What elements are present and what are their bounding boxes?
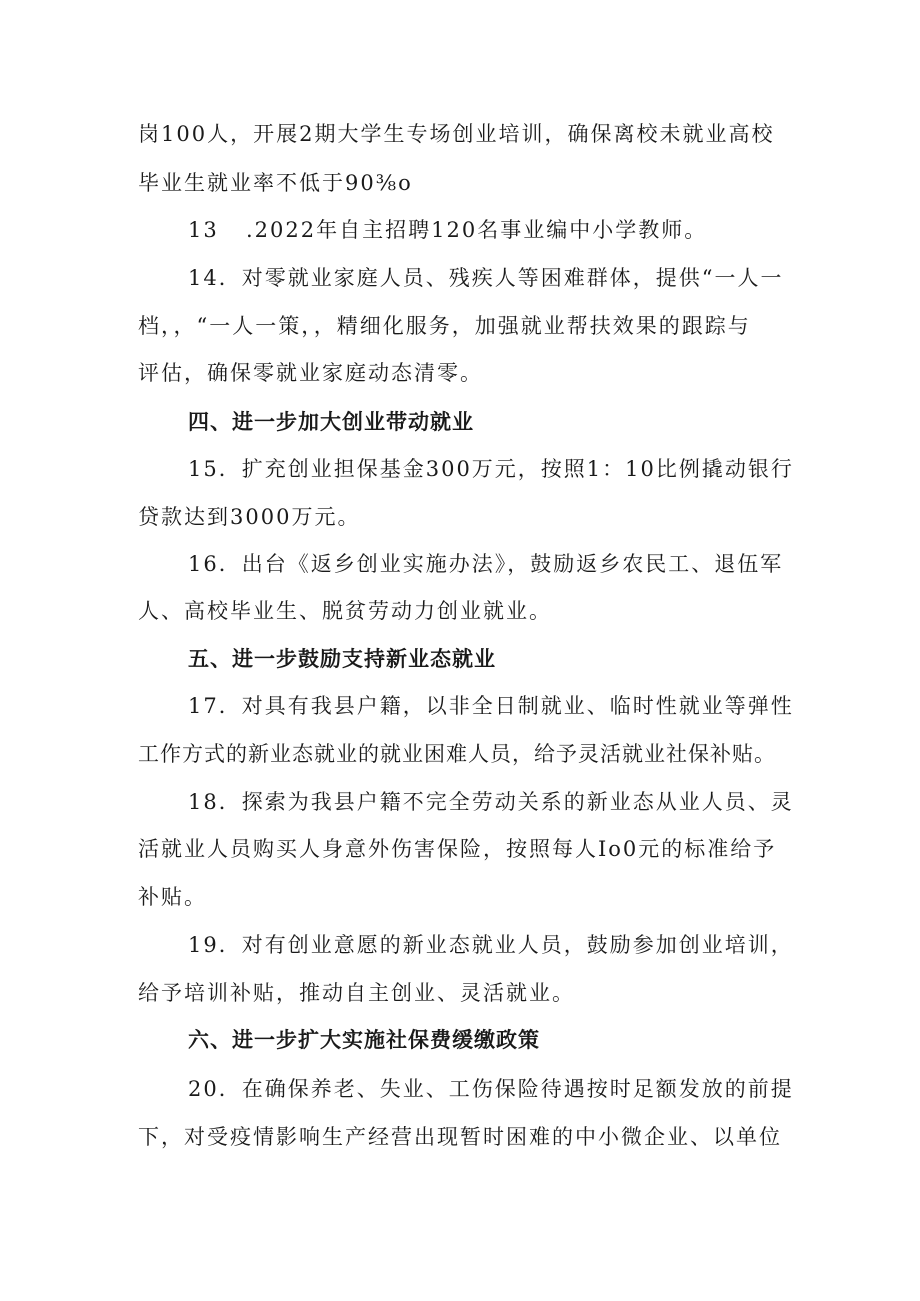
item-18-line-3: 补贴。 xyxy=(138,885,207,909)
section-heading-5: 五、进一步鼓励支持新业态就业 xyxy=(188,647,496,671)
item-20-line-1: 20．在确保养老、失业、工伤保险待遇按时足额发放的前提 xyxy=(188,1077,794,1101)
item-17-line-1: 17．对具有我县户籍，以非全日制就业、临时性就业等弹性 xyxy=(188,694,794,718)
item-18-line-1: 18．探索为我县户籍不完全劳动关系的新业态从业人员、灵 xyxy=(188,790,794,814)
item-14-line-1: 14．对零就业家庭人员、残疾人等困难群体，提供“一人一 xyxy=(188,266,784,290)
item-16-line-2: 人、高校毕业生、脱贫劳动力创业就业。 xyxy=(138,599,552,623)
item-19-line-1: 19．对有创业意愿的新业态就业人员，鼓励参加创业培训， xyxy=(188,933,794,957)
item-18-line-2: 活就业人员购买人身意外伤害保险，按照每人Io0元的标准给予 xyxy=(138,837,777,861)
item-14-line-3: 评估，确保零就业家庭动态清零。 xyxy=(138,361,483,385)
item-13-number: 13 xyxy=(188,218,219,242)
item-13-text: .2022年自主招聘120名事业编中小学教师。 xyxy=(246,218,708,242)
item-15-line-1: 15．扩充创业担保基金300万元，按照1：10比例撬动银行 xyxy=(188,457,794,481)
section-heading-6: 六、进一步扩大实施社保费缓缴政策 xyxy=(188,1028,540,1052)
item-20-line-2: 下，对受疫情影响生产经营出现暂时困难的中小微企业、以单位 xyxy=(138,1125,782,1149)
item-15-line-2: 贷款达到3000万元。 xyxy=(138,505,361,529)
item-14-line-2: 档，，“一人一策，，精细化服务，加强就业帮扶效果的跟踪与 xyxy=(138,314,751,338)
section-heading-4: 四、进一步加大创业带动就业 xyxy=(188,410,474,434)
item-17-line-2: 工作方式的新业态就业的就业困难人员，给予灵活就业社保补贴。 xyxy=(138,742,776,766)
item-16-line-1: 16．出台《返乡创业实施办法》，鼓励返乡农民工、退伍军 xyxy=(188,552,784,576)
paragraph-12-line-1: 岗100人，开展2期大学生专场创业培训，确保离校未就业高校 xyxy=(138,122,775,146)
item-19-line-2: 给予培训补贴，推动自主创业、灵活就业。 xyxy=(138,981,575,1005)
paragraph-12-line-2: 毕业生就业率不低于90⅜o xyxy=(138,171,413,195)
